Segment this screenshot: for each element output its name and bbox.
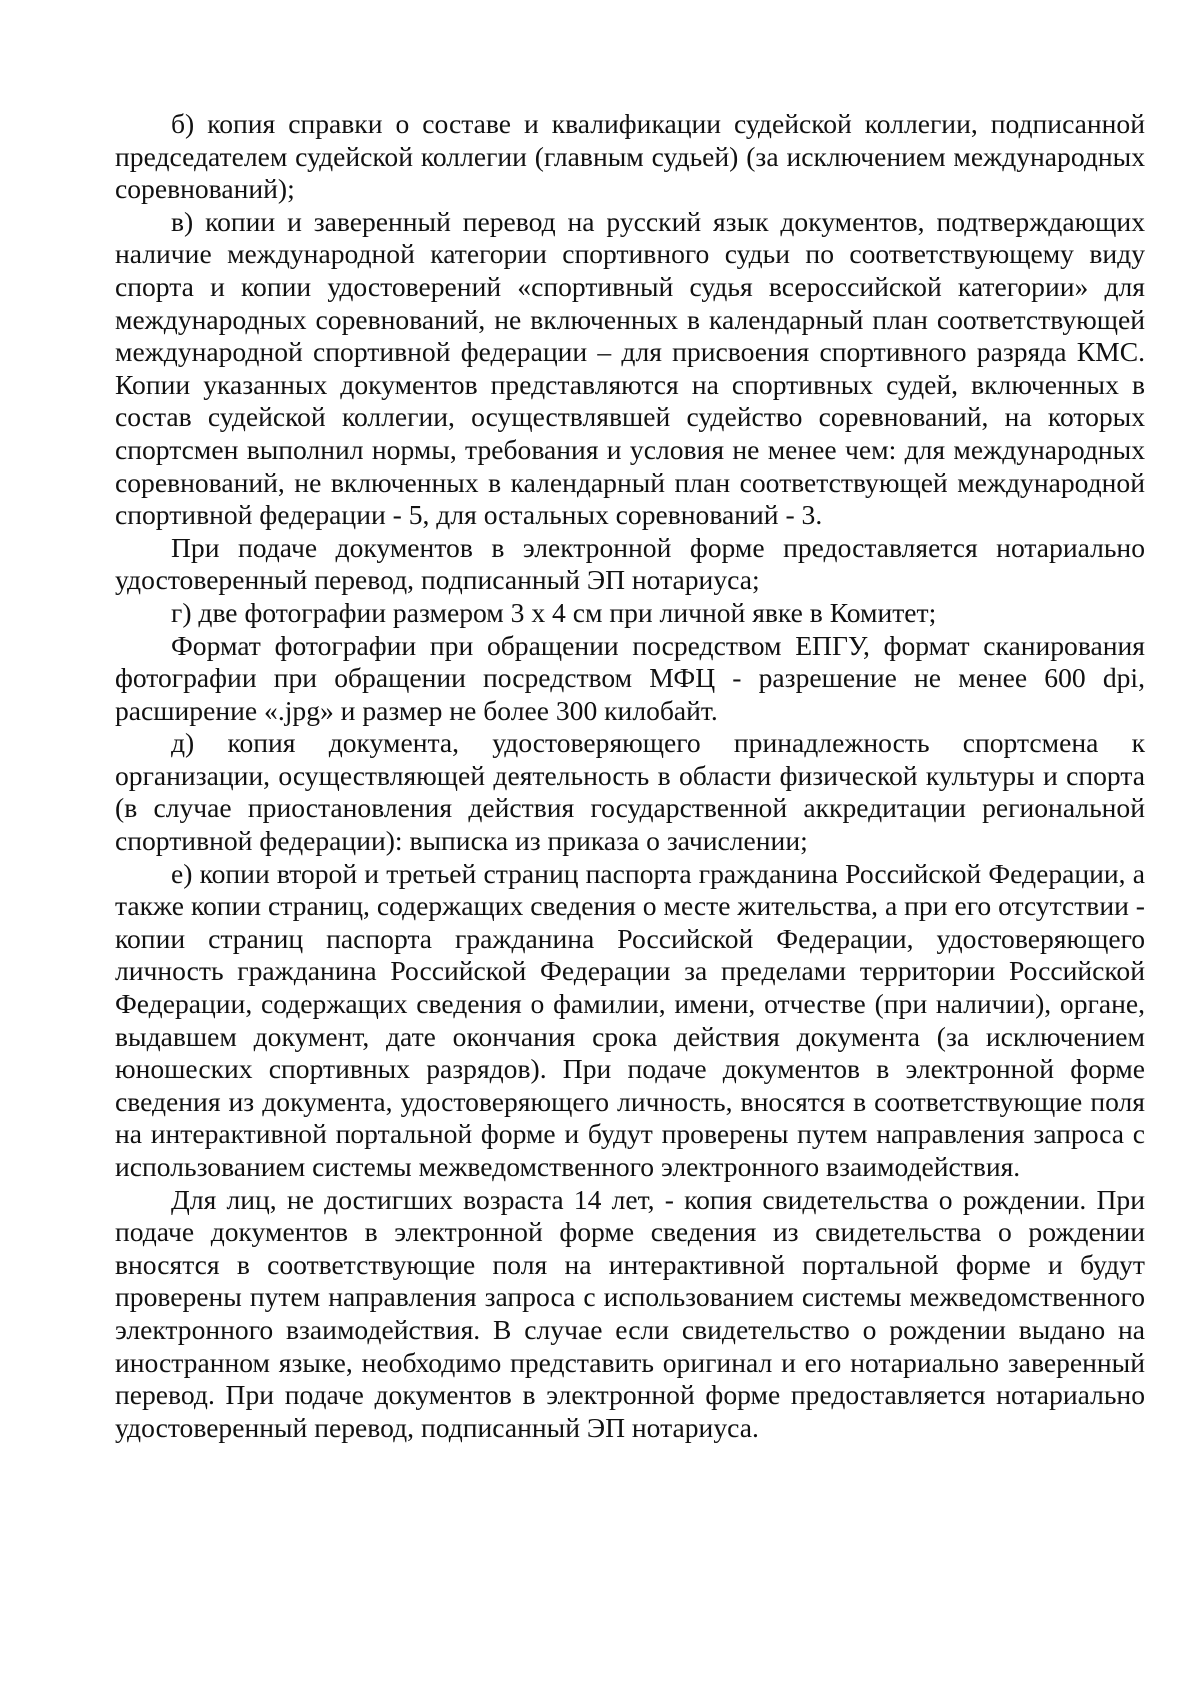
paragraph-photo-format: Формат фотографии при обращении посредством ЕПГУ, формат сканирования фотографии при обращении посредством МФЦ - разрешение не менее 600 dpi, расширение «.jpg» и размер не более 300 килобайт. (115, 629, 1145, 726)
paragraph-e-passport-copies: е) копии второй и третьей страниц паспорта гражданина Российской Федерации, а также копии страниц, содержащих сведения о месте жительства, а при его отсутствии - копии страниц паспорта гражданина Российской Федерации, удостоверяющего личность гражданина Российской Федерации за пределами территории Российской Федерации, содержащих сведения о фамилии, имени, отчестве (при наличии), органе, выдавшем документ, дате окончания срока действия документа (за исключением юношеских спортивных разрядов). При подаче документов в электронной форме сведения из документа, удостоверяющего личность, вносятся в соответствующие поля на интерактивной портальной форме и будут проверены путем направления запроса с использованием системы межведомственного электронного взаимодействия. (115, 857, 1145, 1182)
paragraph-notarized-translation: При подаче документов в электронной форме предоставляется нотариально удостоверенный перевод, подписанный ЭП нотариуса; (115, 531, 1145, 596)
paragraph-birth-certificate: Для лиц, не достигших возраста 14 лет, - копия свидетельства о рождении. При подаче документов в электронной форме сведения из свидетельства о рождении вносятся в соответствующие поля на интерактивной портальной форме и будут проверены путем направления запроса с использованием системы межведомственного электронного взаимодействия. В случае если свидетельство о рождении выдано на иностранном языке, необходимо представить оригинал и его нотариально заверенный перевод. При подаче документов в электронной форме предоставляется нотариально удостоверенный перевод, подписанный ЭП нотариуса. (115, 1183, 1145, 1443)
paragraph-d-organization-membership: д) копия документа, удостоверяющего принадлежность спортсмена к организации, осуществляющей деятельность в области физической культуры и спорта (в случае приостановления действия государственной аккредитации региональной спортивной федерации): выписка из приказа о зачислении; (115, 727, 1145, 857)
paragraph-g-photos: г) две фотографии размером 3 х 4 см при личной явке в Комитет; (171, 596, 937, 628)
paragraph-b-judges-certificate: б) копия справки о составе и квалификации судейской коллегии, подписанной председателем судейской коллегии (главным судьей) (за исключением международных соревнований); (115, 108, 1145, 205)
document-body (115, 108, 1145, 1444)
paragraph-v-international-category: в) копии и заверенный перевод на русский язык документов, подтверждающих наличие международной категории спортивного судьи по соответствующему виду спорта и копии удостоверений «спортивный судья всероссийской категории» для международных соревнований, не включенных в календарный план соответствующей международной спортивной федерации – для присвоения спортивного разряда КМС. Копии указанных документов представляются на спортивных судей, включенных в состав судейской коллегии, осуществлявшей судейство соревнований, на которых спортсмен выполнил нормы, требования и условия не менее чем: для международных соревнований, не включенных в календарный план соответствующей международной спортивной федерации - 5, для остальных соревнований - 3. (115, 205, 1145, 531)
